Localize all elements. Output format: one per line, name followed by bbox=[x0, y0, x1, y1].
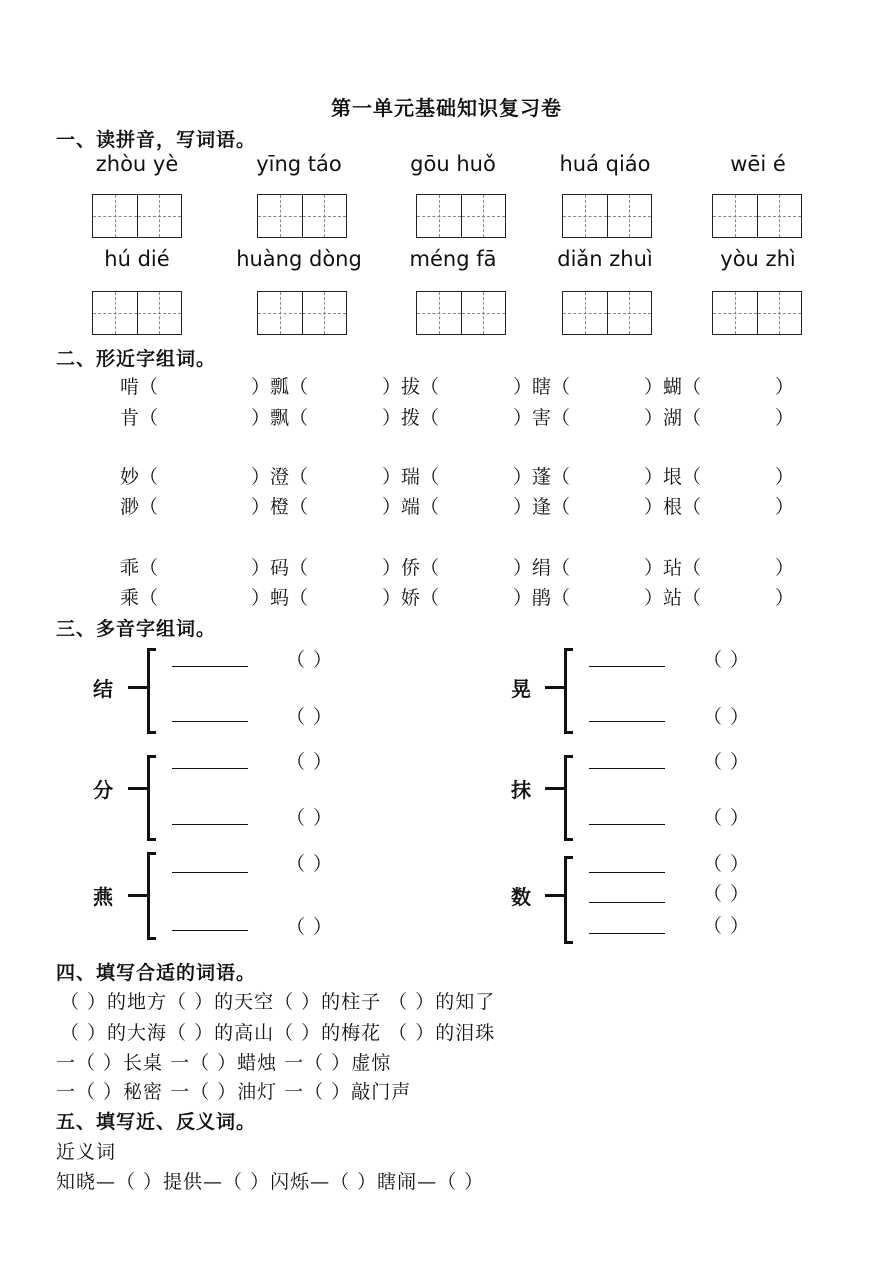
pinyin-paren[interactable]: （ ） bbox=[703, 807, 751, 829]
bracket bbox=[147, 755, 156, 841]
answer-line[interactable] bbox=[172, 721, 248, 722]
answer-line[interactable] bbox=[172, 666, 248, 667]
page-title: 第一单元基础知识复习卷 bbox=[331, 96, 562, 120]
pinyin-label: huá qiáo bbox=[559, 152, 651, 176]
pinyin-paren[interactable]: （ ） bbox=[286, 649, 334, 671]
polyphone-char: 结 bbox=[93, 677, 113, 701]
similar-char-row: 乖（ ）码（ ）侨（ ）绢（ ）玷（ ） bbox=[120, 557, 795, 579]
writing-grid[interactable] bbox=[257, 291, 347, 335]
pinyin-paren[interactable]: （ ） bbox=[286, 706, 334, 728]
bracket bbox=[564, 856, 573, 944]
pinyin-label: méng fā bbox=[409, 247, 497, 271]
answer-line[interactable] bbox=[172, 930, 248, 931]
similar-char-row: 乘（ ）蚂（ ）娇（ ）鹃（ ）站（ ） bbox=[120, 587, 795, 609]
polyphone-char: 抹 bbox=[511, 778, 531, 802]
fill-in-line[interactable]: （ ）的地方（ ）的天空（ ）的柱子 （ ）的知了 bbox=[60, 991, 496, 1013]
pinyin-label: zhòu yè bbox=[95, 152, 179, 176]
pinyin-paren[interactable]: （ ） bbox=[703, 706, 751, 728]
pinyin-label: gōu huǒ bbox=[410, 152, 496, 176]
answer-line[interactable] bbox=[589, 872, 665, 873]
pinyin-paren[interactable]: （ ） bbox=[703, 853, 751, 875]
similar-char-row: 啃（ ）瓢（ ）拔（ ）瞎（ ）蝴（ ） bbox=[120, 376, 795, 398]
pinyin-label: yòu zhì bbox=[720, 247, 796, 271]
polyphone-char: 晃 bbox=[511, 677, 531, 701]
similar-char-row: 渺（ ）橙（ ）端（ ）逢（ ）根（ ） bbox=[120, 496, 795, 518]
pinyin-paren[interactable]: （ ） bbox=[286, 916, 334, 938]
writing-grid[interactable] bbox=[562, 291, 652, 335]
bracket bbox=[147, 648, 156, 734]
fill-in-line[interactable]: 一（ ）长桌 一（ ）蜡烛 一（ ）虚惊 bbox=[56, 1052, 392, 1074]
pinyin-label: yīng táo bbox=[256, 152, 342, 176]
synonym-label: 近义词 bbox=[56, 1141, 117, 1163]
bracket-stem bbox=[128, 686, 148, 689]
section-4-heading: 四、填写合适的词语。 bbox=[56, 962, 257, 984]
bracket bbox=[564, 755, 573, 841]
writing-grid[interactable] bbox=[92, 194, 182, 238]
bracket bbox=[147, 852, 156, 940]
pinyin-paren[interactable]: （ ） bbox=[703, 883, 751, 905]
answer-line[interactable] bbox=[172, 824, 248, 825]
pinyin-paren[interactable]: （ ） bbox=[286, 807, 334, 829]
synonym-line[interactable]: 知晓—（ ）提供—（ ）闪烁—（ ）瞎闹—（ ） bbox=[56, 1171, 485, 1193]
pinyin-label: wēi é bbox=[730, 152, 786, 176]
section-3-heading: 三、多音字组词。 bbox=[56, 618, 217, 640]
answer-line[interactable] bbox=[589, 768, 665, 769]
answer-line[interactable] bbox=[589, 824, 665, 825]
pinyin-label: diǎn zhuì bbox=[557, 247, 653, 271]
section-5-heading: 五、填写近、反义词。 bbox=[56, 1111, 257, 1133]
similar-char-row: 妙（ ）澄（ ）瑞（ ）蓬（ ）垠（ ） bbox=[120, 466, 795, 488]
answer-line[interactable] bbox=[172, 872, 248, 873]
similar-char-row: 肯（ ）飘（ ）拨（ ）害（ ）湖（ ） bbox=[120, 407, 795, 429]
bracket-stem bbox=[128, 787, 148, 790]
writing-grid[interactable] bbox=[712, 291, 802, 335]
answer-line[interactable] bbox=[589, 933, 665, 934]
pinyin-label: hú dié bbox=[104, 247, 170, 271]
polyphone-char: 数 bbox=[511, 885, 531, 909]
pinyin-paren[interactable]: （ ） bbox=[286, 751, 334, 773]
writing-grid[interactable] bbox=[416, 194, 506, 238]
bracket-stem bbox=[545, 894, 565, 897]
pinyin-paren[interactable]: （ ） bbox=[703, 751, 751, 773]
answer-line[interactable] bbox=[589, 721, 665, 722]
fill-in-line[interactable]: 一（ ）秘密 一（ ）油灯 一（ ）敲门声 bbox=[56, 1081, 412, 1103]
writing-grid[interactable] bbox=[92, 291, 182, 335]
bracket-stem bbox=[545, 787, 565, 790]
pinyin-label: huàng dòng bbox=[236, 247, 362, 271]
bracket bbox=[564, 648, 573, 734]
section-1-heading: 一、读拼音，写词语。 bbox=[56, 129, 257, 151]
writing-grid[interactable] bbox=[712, 194, 802, 238]
bracket-stem bbox=[545, 686, 565, 689]
answer-line[interactable] bbox=[172, 768, 248, 769]
bracket-stem bbox=[128, 894, 148, 897]
writing-grid[interactable] bbox=[416, 291, 506, 335]
pinyin-paren[interactable]: （ ） bbox=[703, 915, 751, 937]
polyphone-char: 分 bbox=[93, 778, 113, 802]
pinyin-paren[interactable]: （ ） bbox=[286, 853, 334, 875]
answer-line[interactable] bbox=[589, 902, 665, 903]
writing-grid[interactable] bbox=[562, 194, 652, 238]
answer-line[interactable] bbox=[589, 666, 665, 667]
fill-in-line[interactable]: （ ）的大海（ ）的高山（ ）的梅花 （ ）的泪珠 bbox=[60, 1022, 496, 1044]
pinyin-paren[interactable]: （ ） bbox=[703, 649, 751, 671]
section-2-heading: 二、形近字组词。 bbox=[56, 348, 217, 370]
writing-grid[interactable] bbox=[257, 194, 347, 238]
polyphone-char: 燕 bbox=[93, 885, 113, 909]
